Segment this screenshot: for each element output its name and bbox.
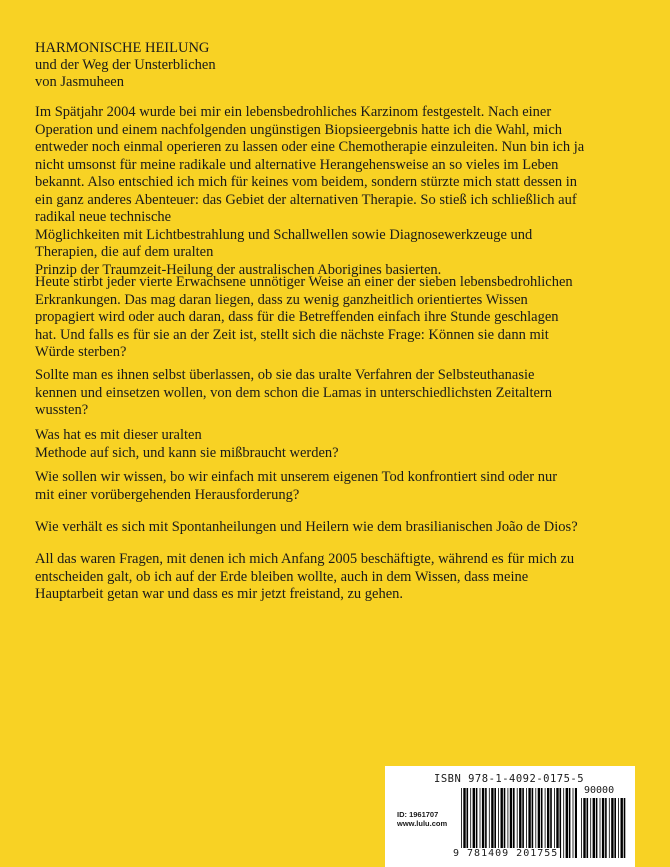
text-line: wussten? — [35, 402, 89, 418]
publisher-site: www.lulu.com — [397, 819, 448, 828]
barcode-stripe — [575, 788, 577, 858]
barcode-stripe — [573, 788, 574, 858]
barcode-stripe — [624, 798, 626, 858]
title-block — [35, 40, 216, 91]
paragraph-2 — [35, 274, 635, 362]
paragraph-4 — [35, 427, 635, 462]
barcode-stripe — [590, 798, 591, 858]
barcode-stripe — [611, 798, 613, 858]
publisher-id-block — [397, 810, 447, 828]
text-line: Operation und einem nachfolgenden ungünstigen Biopsieergebnis hatte ich die Wahl, mich — [35, 121, 563, 138]
text-line: Wie verhält es sich mit Spontanheilungen und Heilern wie dem brasilianischen João de Dios? — [35, 519, 578, 535]
barcode-stripe — [581, 798, 582, 858]
text-line: Methode auf sich, und kann sie mißbraucht werden? — [35, 444, 339, 461]
paragraph-7 — [35, 551, 635, 604]
text-line: All das waren Fragen, mit denen ich mich Anfang 2005 beschäftigte, während es für mich zu — [35, 551, 575, 567]
text-line: bekannt. Also entschied ich mich für keines vom beidem, sondern stürzte mich statt dessen in — [35, 174, 578, 190]
paragraph-3 — [35, 367, 635, 420]
barcode-stripe — [569, 788, 571, 858]
text-line: hat. Und falls es für sie an der Zeit ist, stellt sich die nächste Frage: Können sie dann mit — [35, 326, 549, 343]
barcode-stripe — [605, 798, 607, 858]
text-line: Hauptarbeit getan war und dass es mir jetzt freistand, zu gehen. — [35, 586, 404, 602]
paragraph-5 — [35, 469, 635, 504]
barcode-stripe — [621, 798, 623, 858]
book-author: von Jasmuheen — [35, 74, 124, 90]
paragraph-6 — [35, 519, 635, 537]
barcode-panel — [385, 766, 635, 867]
barcode-stripe — [587, 798, 589, 858]
text-line: Heute stirbt jeder vierte Erwachsene unnötiger Weise an einer der sieben lebensbedrohlichen — [35, 274, 573, 290]
barcode-addon-number: 90000 — [584, 785, 615, 796]
text-line: Im Spätjahr 2004 wurde bei mir ein lebensbedrohliches Karzinom festgestelt. Nach einer — [35, 104, 552, 120]
text-line: mit einer vorübergehenden Herausforderung? — [35, 486, 300, 503]
text-line: propagiert wird oder auch daran, dass für die Betreffenden einfach ihre Stunde geschlagen — [35, 309, 559, 325]
text-line: nicht umsonst für meine radikale und alternative Herangehensweise an so vieles im Leben — [35, 156, 559, 173]
barcode-stripe — [583, 798, 585, 858]
book-title: HARMONISCHE HEILUNG — [35, 40, 210, 56]
text-line: entscheiden galt, ob ich auf der Erde bleiben wollte, auch in dem Wissen, dass meine — [35, 568, 529, 585]
text-line: Prinzip der Traumzeit-Heilung der australischen Aborigines basierten. — [35, 261, 442, 278]
text-line: radikal neue technische — [35, 209, 172, 225]
barcode-stripe — [563, 788, 564, 858]
text-line: Erkrankungen. Das mag daran liegen, dass zu wenig ganzheitlich orientiertes Wissen — [35, 291, 528, 308]
barcode-number: 9 781409 201755 — [453, 848, 559, 859]
text-line: Therapien, die auf dem uralten — [35, 244, 214, 260]
addon-barcode — [581, 798, 627, 858]
paragraph-1 — [35, 104, 635, 279]
barcode-stripe — [609, 798, 610, 858]
text-line: Was hat es mit dieser uralten — [35, 427, 202, 443]
barcode-stripe — [602, 798, 604, 858]
text-line: Wie sollen wir wissen, bo wir einfach mit unserem eigenen Tod konfrontiert sind oder nur — [35, 469, 558, 485]
isbn-label: ISBN 978-1-4092-0175-5 — [434, 773, 585, 785]
text-line: Möglichkeiten mit Lichtbestrahlung und Schallwellen sowie Diagnosewerkzeuge und — [35, 226, 533, 243]
barcode-stripe — [566, 788, 568, 858]
text-line: ein ganz anderes Abenteuer: das Gebiet der alternativen Therapie. So stieß ich schließlich auf — [35, 191, 577, 208]
barcode-stripe — [596, 798, 598, 858]
barcode-stripe — [614, 798, 616, 858]
barcode-stripe — [600, 798, 601, 858]
text-line: Sollte man es ihnen selbst überlassen, ob sie das uralte Verfahren der Selbsteuthanasie — [35, 367, 535, 383]
text-line: entweder noch einmal operieren zu lassen oder eine Chemotherapie einzuleiten. Nun bin ich ja — [35, 139, 585, 155]
book-subtitle: und der Weg der Unsterblichen — [35, 57, 216, 73]
text-line: Würde sterben? — [35, 344, 127, 360]
barcode-stripe — [618, 798, 619, 858]
publisher-id: ID: 1961707 — [397, 810, 439, 819]
text-line: kennen und einsetzen wollen, von dem schon die Lamas in unterschiedlichsten Zeitaltern — [35, 384, 553, 401]
barcode-stripe — [593, 798, 595, 858]
